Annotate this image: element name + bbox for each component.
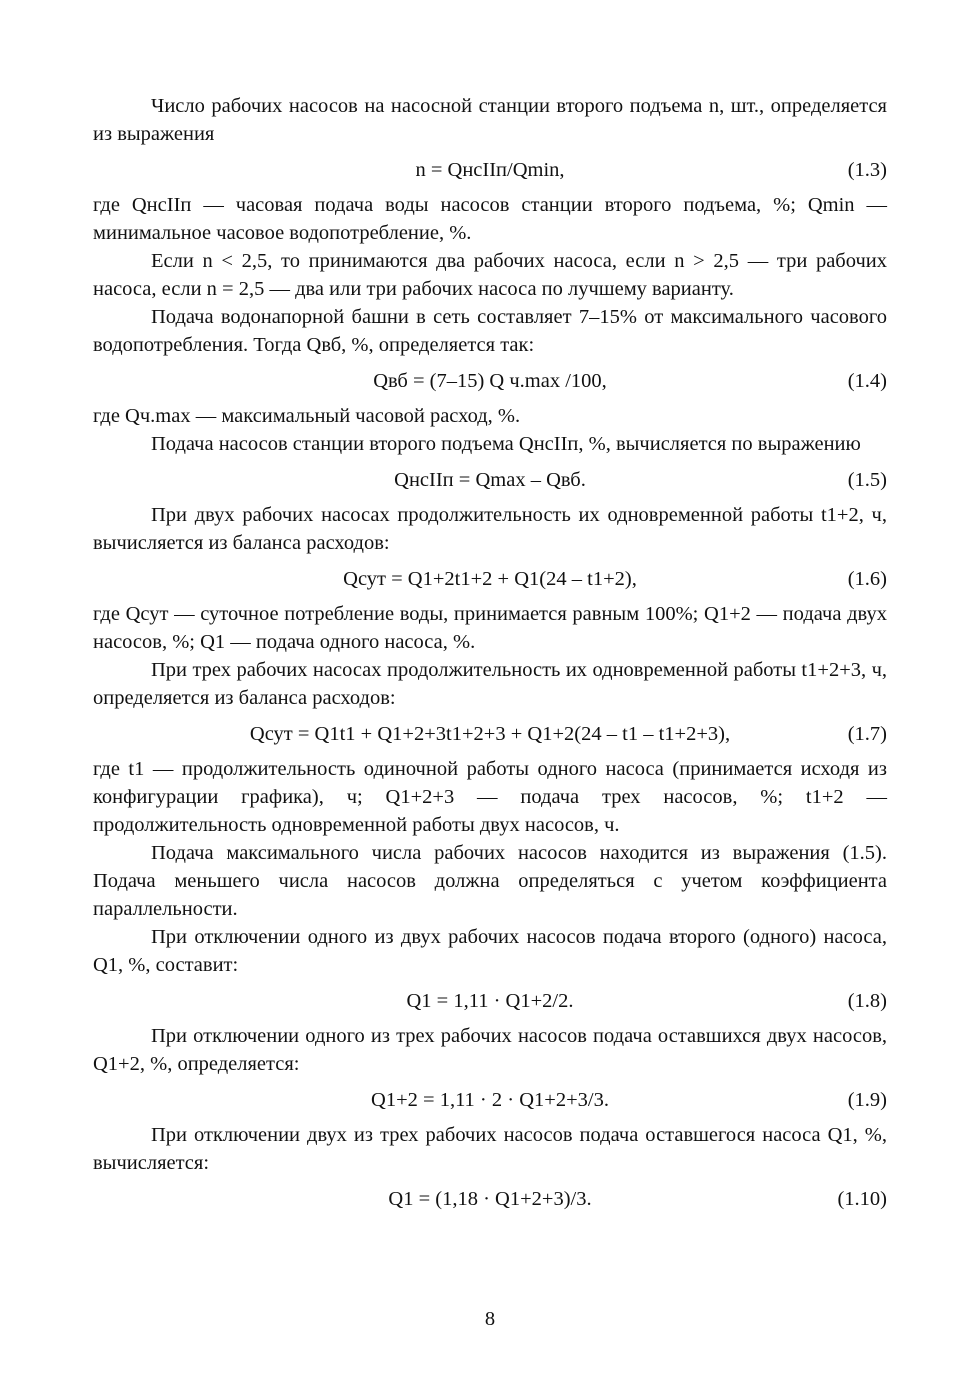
paragraph: При отключении одного из двух рабочих насосов подача второго (одного) насоса, Q1, %, составит: <box>93 926 887 976</box>
equation-number: (1.6) <box>847 568 887 590</box>
equation-number: (1.8) <box>847 990 887 1012</box>
equation-formula: Q1 = (1,18 · Q1+2+3)/3. <box>388 1188 592 1210</box>
equation-number: (1.10) <box>837 1188 887 1210</box>
equation-formula: Q1+2 = 1,11 · 2 · Q1+2+3/3. <box>371 1089 609 1111</box>
paragraph: Если n < 2,5, то принимаются два рабочих насоса, если n > 2,5 — три рабочих насоса, если n = 2,5 — два или три рабочих насоса по лучшему варианту. <box>93 250 887 300</box>
equation-number: (1.5) <box>847 469 887 491</box>
equation-number: (1.4) <box>847 370 887 392</box>
paragraph: где Qсут — суточное потребление воды, принимается равным 100%; Q1+2 — подача двух насосов, %; Q1 — подача одного насоса, %. <box>93 603 887 653</box>
paragraph: При двух рабочих насосах продолжительность их одновременной работы t1+2, ч, вычисляется из баланса расходов: <box>93 504 887 554</box>
equation-number: (1.3) <box>847 159 887 181</box>
equation-number: (1.7) <box>847 723 887 745</box>
equation-formula: Qвб = (7–15) Q ч.max /100, <box>373 370 607 392</box>
equation <box>93 565 887 593</box>
paragraph: Подача максимального числа рабочих насосов находится из выражения (1.5). Подача меньшего числа насосов должна определяться с учетом коэффициента параллельности. <box>93 842 887 920</box>
equation <box>93 466 887 494</box>
equation-formula: QнсIIп = Qmax – Qвб. <box>394 469 586 491</box>
page-number: 8 <box>484 1308 496 1330</box>
equation-formula: n = QнсIIп/Qmin, <box>415 159 565 181</box>
equation <box>93 720 887 748</box>
equation <box>93 1185 887 1213</box>
paragraph: Подача насосов станции второго подъема QнсIIп, %, вычисляется по выражению <box>151 433 861 455</box>
equation-formula: Qсут = Q1t1 + Q1+2+3t1+2+3 + Q1+2(24 – t1 – t1+2+3), <box>249 723 731 745</box>
equation <box>93 987 887 1015</box>
paragraph: При трех рабочих насосах продолжительность их одновременной работы t1+2+3, ч, определяется из баланса расходов: <box>93 659 887 709</box>
equation <box>93 1086 887 1114</box>
paragraph: При отключении одного из трех рабочих насосов подача оставшихся двух насосов, Q1+2, %, определяется: <box>93 1025 887 1075</box>
paragraph: где QнсIIп — часовая подача воды насосов станции второго подъема, %; Qmin — минимальное часовое водопотребление, %. <box>93 194 887 244</box>
paragraph: где Qч.max — максимальный часовой расход, %. <box>93 405 521 427</box>
equation-number: (1.9) <box>847 1089 887 1111</box>
equation <box>93 156 887 184</box>
paragraph: При отключении двух из трех рабочих насосов подача оставшегося насоса Q1, %, вычисляется: <box>93 1124 887 1174</box>
paragraph: Подача водонапорной башни в сеть составляет 7–15% от максимального часового водопотребления. Тогда Qвб, %, определяется так: <box>93 306 887 356</box>
paragraph: где t1 — продолжительность одиночной работы одного насоса (принимается исходя из конфигурации графика), ч; Q1+2+3 — подача трех насосов, %; t1+2 — продолжительность одновременной работы двух насосов, ч. <box>93 758 887 836</box>
equation <box>93 367 887 395</box>
paragraph: Число рабочих насосов на насосной станции второго подъема n, шт., определяется из выражения <box>93 95 887 145</box>
equation-formula: Qсут = Q1+2t1+2 + Q1(24 – t1+2), <box>343 568 637 590</box>
equation-formula: Q1 = 1,11 · Q1+2/2. <box>406 990 574 1012</box>
document-body <box>93 92 887 1220</box>
